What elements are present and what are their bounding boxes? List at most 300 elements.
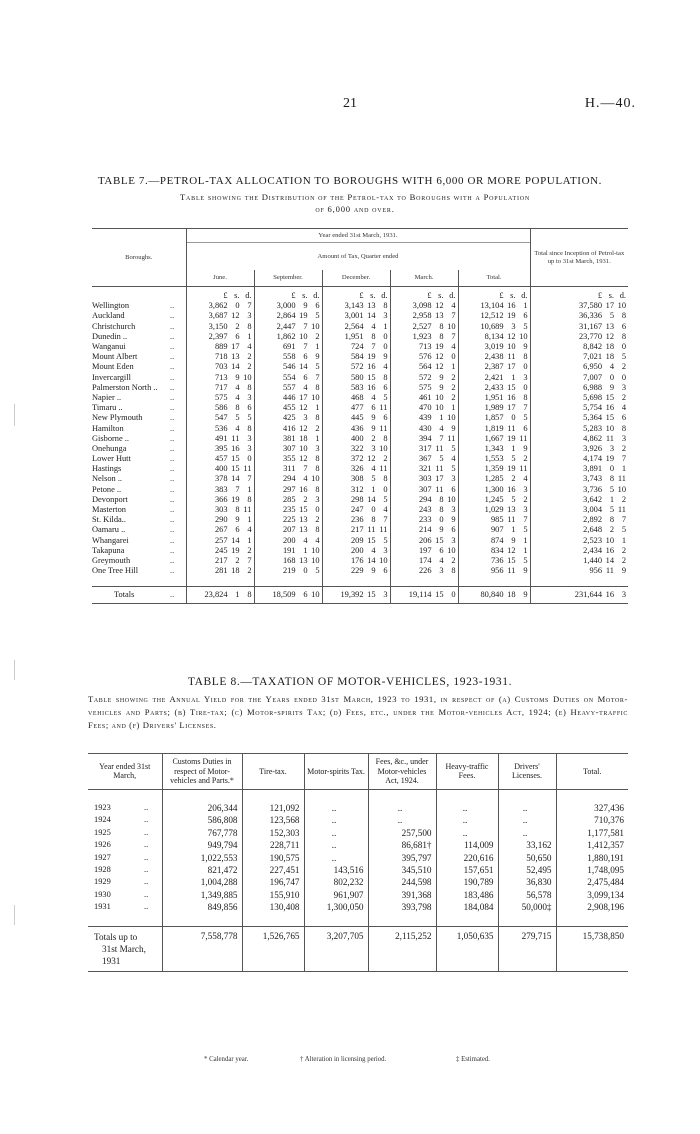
leader-dots: .. bbox=[170, 464, 175, 474]
shillings-value: 14 bbox=[231, 362, 240, 372]
leader-dots: .. bbox=[170, 454, 175, 464]
shillings-value: 10 bbox=[605, 423, 614, 433]
money-cell bbox=[186, 546, 254, 556]
pounds-value: 3,001 bbox=[344, 311, 364, 321]
borough-name: Onehunga bbox=[92, 443, 127, 453]
shillings-value: 7 bbox=[371, 342, 376, 352]
shillings-value: 7 bbox=[303, 464, 308, 474]
money-cell bbox=[186, 556, 254, 566]
year-row bbox=[88, 864, 628, 876]
pounds-value: 267 bbox=[214, 525, 228, 535]
pence-value: 1 bbox=[247, 535, 252, 545]
money-cell bbox=[390, 546, 458, 556]
shillings-value: 15 bbox=[367, 372, 376, 382]
pence-value: 8 bbox=[621, 423, 626, 433]
leader-dots: .. bbox=[170, 311, 175, 321]
pence-value: 6 bbox=[621, 413, 626, 423]
pounds-value: 37,580 bbox=[578, 301, 602, 311]
shillings-value: 0 bbox=[439, 515, 444, 525]
leader-dots: .. bbox=[170, 331, 175, 341]
pence-value: 2 bbox=[621, 443, 626, 453]
borough-row bbox=[92, 505, 628, 515]
amount-cell: .. bbox=[498, 802, 556, 814]
borough-row bbox=[92, 403, 628, 413]
total-amount-cell: 1,526,765 bbox=[242, 926, 304, 971]
shillings-value: 2 bbox=[511, 474, 516, 484]
pounds-value: 425 bbox=[282, 413, 296, 423]
shillings-value: 19 bbox=[435, 342, 444, 352]
pounds-value: 233 bbox=[418, 515, 432, 525]
pence-value: 4 bbox=[315, 535, 320, 545]
leader-dots: .. bbox=[170, 413, 175, 423]
pence-value: 2 bbox=[451, 382, 456, 392]
pounds-value: 257 bbox=[214, 535, 228, 545]
shillings-value: 7 bbox=[235, 484, 240, 494]
money-cell bbox=[322, 393, 390, 403]
pounds-value: 461 bbox=[418, 392, 432, 402]
pounds-value: 703 bbox=[214, 362, 228, 372]
pence-value: 10 bbox=[617, 301, 626, 311]
money-cell bbox=[530, 311, 628, 321]
boroughs-header: Boroughs. bbox=[92, 229, 186, 287]
money-cell bbox=[322, 536, 390, 546]
pounds-value: 383 bbox=[214, 484, 228, 494]
shillings-value: 5 bbox=[235, 413, 240, 423]
shillings-value: 4 bbox=[235, 392, 240, 402]
pence-value: 8 bbox=[315, 382, 320, 392]
table8-column-header: Drivers' Licenses. bbox=[498, 754, 556, 790]
totals-label-line: 1931 bbox=[102, 955, 121, 966]
money-cell bbox=[390, 536, 458, 546]
money-cell bbox=[186, 413, 254, 423]
borough-name: Petone .. bbox=[92, 484, 122, 494]
unit-label: d. bbox=[619, 291, 626, 301]
leader-dots: .. bbox=[144, 877, 149, 887]
money-cell bbox=[186, 515, 254, 525]
shillings-value: 16 bbox=[605, 545, 614, 555]
pence-value: 0 bbox=[383, 484, 388, 494]
money-cell bbox=[390, 311, 458, 321]
year-row bbox=[88, 814, 628, 826]
pence-value: 2 bbox=[621, 392, 626, 402]
pounds-value: 8,134 bbox=[484, 331, 504, 341]
pence-value: 3 bbox=[383, 311, 388, 321]
money-cell bbox=[458, 403, 530, 413]
pounds-value: 1,343 bbox=[484, 443, 504, 453]
pounds-value: 1,819 bbox=[484, 423, 504, 433]
money-cell bbox=[390, 383, 458, 393]
pence-value: 5 bbox=[383, 535, 388, 545]
shillings-value: 4 bbox=[371, 464, 376, 474]
pence-value: 0 bbox=[451, 352, 456, 362]
pounds-value: 1,951 bbox=[484, 392, 504, 402]
pence-value: 10 bbox=[311, 555, 320, 565]
pounds-value: 206 bbox=[418, 535, 432, 545]
shillings-value: 2 bbox=[303, 494, 308, 504]
money-cell bbox=[390, 505, 458, 515]
pounds-value: 985 bbox=[490, 515, 504, 525]
shillings-value: 11 bbox=[507, 352, 516, 362]
money-cell bbox=[390, 434, 458, 444]
borough-row bbox=[92, 332, 628, 342]
amount-cell: 949,794 bbox=[162, 839, 242, 851]
pence-value: 0 bbox=[383, 342, 388, 352]
pounds-value: 736 bbox=[490, 555, 504, 565]
money-cell bbox=[322, 515, 390, 525]
money-cell bbox=[186, 495, 254, 505]
money-cell bbox=[530, 536, 628, 546]
money-cell bbox=[458, 536, 530, 546]
amount-cell: 50,000‡ bbox=[498, 901, 556, 913]
pence-value: 10 bbox=[311, 545, 320, 555]
money-cell bbox=[254, 566, 322, 576]
pounds-value: 713 bbox=[418, 342, 432, 352]
money-cell bbox=[186, 373, 254, 383]
money-cell bbox=[254, 587, 322, 604]
spacer-cell bbox=[170, 576, 186, 587]
shillings-value: 11 bbox=[605, 433, 614, 443]
unit-label: £ bbox=[291, 291, 296, 301]
shillings-value: 9 bbox=[609, 382, 614, 392]
pence-value: 8 bbox=[451, 566, 456, 576]
leader-dots: .. bbox=[144, 840, 149, 850]
shillings-value: 12 bbox=[435, 352, 444, 362]
amount-cell: 821,472 bbox=[162, 864, 242, 876]
pounds-value: 200 bbox=[282, 535, 296, 545]
money-cell bbox=[530, 383, 628, 393]
pence-value: 2 bbox=[621, 362, 626, 372]
shillings-value: 10 bbox=[507, 342, 516, 352]
amount-cell: 183,486 bbox=[436, 889, 498, 901]
shillings-value: 9 bbox=[371, 413, 376, 423]
borough-name: Wellington bbox=[92, 301, 130, 311]
pence-value: 9 bbox=[451, 515, 456, 525]
pounds-value: 455 bbox=[282, 403, 296, 413]
money-cell bbox=[458, 352, 530, 362]
money-cell bbox=[322, 525, 390, 535]
money-cell bbox=[530, 393, 628, 403]
pence-value: 2 bbox=[315, 423, 320, 433]
spacer-cell bbox=[368, 913, 436, 926]
amount-cell: 345,510 bbox=[368, 864, 436, 876]
amount-cell: .. bbox=[498, 814, 556, 826]
pounds-value: 307 bbox=[418, 484, 432, 494]
money-cell bbox=[458, 556, 530, 566]
shillings-value: 14 bbox=[299, 362, 308, 372]
year-label: 1926 bbox=[94, 840, 111, 850]
amount-cell: .. bbox=[498, 827, 556, 839]
pounds-value: 1,951 bbox=[344, 331, 364, 341]
money-cell bbox=[390, 485, 458, 495]
shillings-value: 4 bbox=[371, 392, 376, 402]
leader-dots: .. bbox=[144, 803, 149, 813]
pence-value: 0 bbox=[383, 331, 388, 341]
pence-value: 11 bbox=[617, 505, 626, 515]
shillings-value: 6 bbox=[303, 352, 308, 362]
pounds-value: 586 bbox=[214, 403, 228, 413]
pence-value: 7 bbox=[451, 311, 456, 321]
pounds-value: 174 bbox=[418, 555, 432, 565]
money-cell bbox=[390, 454, 458, 464]
money-cell bbox=[254, 505, 322, 515]
borough-row bbox=[92, 342, 628, 352]
money-cell bbox=[530, 352, 628, 362]
pence-value: 11 bbox=[243, 464, 252, 474]
page-number: 21 bbox=[343, 96, 357, 111]
pence-value: 8 bbox=[315, 525, 320, 535]
amount-cell: .. bbox=[304, 827, 368, 839]
pounds-value: 245 bbox=[214, 545, 228, 555]
borough-name: Whangarei bbox=[92, 535, 129, 545]
pence-value: 5 bbox=[383, 494, 388, 504]
shillings-value: 2 bbox=[609, 525, 614, 535]
pence-value: 7 bbox=[315, 372, 320, 382]
shillings-value: 6 bbox=[371, 403, 376, 413]
pounds-value: 580 bbox=[350, 372, 364, 382]
leader-dots: .. bbox=[170, 545, 175, 555]
shillings-value: 17 bbox=[231, 342, 240, 352]
shillings-value: 0 bbox=[371, 505, 376, 515]
shillings-value: 10 bbox=[435, 392, 444, 402]
borough-row bbox=[92, 525, 628, 535]
pence-value: 10 bbox=[243, 372, 252, 382]
money-cell bbox=[186, 587, 254, 604]
pence-value: 9 bbox=[451, 423, 456, 433]
shillings-value: 4 bbox=[303, 382, 308, 392]
pence-value: 4 bbox=[247, 525, 252, 535]
pounds-value: 724 bbox=[350, 342, 364, 352]
pence-value: 11 bbox=[519, 464, 528, 474]
amount-cell: 1,880,191 bbox=[556, 851, 628, 863]
amount-cell: 1,177,581 bbox=[556, 827, 628, 839]
pence-value: 3 bbox=[247, 433, 252, 443]
shillings-value: 2 bbox=[371, 433, 376, 443]
pence-value: 2 bbox=[621, 555, 626, 565]
money-cell bbox=[530, 485, 628, 495]
spacer-cell bbox=[144, 913, 162, 926]
pounds-value: 3,642 bbox=[583, 494, 602, 504]
money-cell bbox=[530, 403, 628, 413]
quarter-column-header: December. bbox=[322, 270, 390, 287]
pence-value: 10 bbox=[447, 494, 456, 504]
shillings-value: 18 bbox=[231, 566, 240, 576]
spacer-row bbox=[88, 789, 628, 802]
year-row bbox=[88, 839, 628, 851]
table8-column-headers bbox=[88, 754, 628, 790]
shillings-value: 13 bbox=[299, 515, 308, 525]
pence-value: 1 bbox=[523, 545, 528, 555]
money-cell bbox=[322, 566, 390, 576]
shillings-value: 0 bbox=[303, 566, 308, 576]
shillings-value: 12 bbox=[299, 403, 308, 413]
shillings-value: 9 bbox=[439, 525, 444, 535]
shillings-value: 8 bbox=[609, 474, 614, 484]
shillings-value: 12 bbox=[507, 545, 516, 555]
pence-value: 1 bbox=[247, 331, 252, 341]
pounds-value: 31,167 bbox=[578, 321, 602, 331]
shillings-value: 7 bbox=[439, 433, 444, 443]
pounds-value: 19,392 bbox=[340, 590, 364, 600]
shillings-value: 6 bbox=[235, 331, 240, 341]
pounds-value: 834 bbox=[490, 545, 504, 555]
shillings-value: 19 bbox=[299, 311, 308, 321]
pounds-value: 285 bbox=[282, 494, 296, 504]
amount-cell: 206,344 bbox=[162, 802, 242, 814]
pence-value: 11 bbox=[519, 433, 528, 443]
pence-value: 2 bbox=[523, 454, 528, 464]
pence-value: 9 bbox=[523, 590, 528, 600]
money-cell bbox=[530, 556, 628, 566]
pence-value: 7 bbox=[451, 331, 456, 341]
money-cell bbox=[322, 362, 390, 372]
shillings-value: 4 bbox=[371, 321, 376, 331]
shillings-value: 6 bbox=[303, 372, 308, 382]
leader-dots: .. bbox=[170, 535, 175, 545]
amount-cell: 190,575 bbox=[242, 851, 304, 863]
pence-value: 2 bbox=[315, 515, 320, 525]
borough-row bbox=[92, 373, 628, 383]
pence-value: 5 bbox=[383, 392, 388, 402]
money-cell bbox=[254, 393, 322, 403]
pounds-value: 536 bbox=[214, 423, 228, 433]
shillings-value: 18 bbox=[507, 590, 516, 600]
shillings-value: 15 bbox=[435, 590, 444, 600]
leader-dots: .. bbox=[170, 566, 175, 576]
borough-row bbox=[92, 515, 628, 525]
spacer-cell bbox=[436, 789, 498, 802]
money-cell bbox=[186, 403, 254, 413]
pence-value: 5 bbox=[247, 413, 252, 423]
money-cell bbox=[390, 515, 458, 525]
shillings-value: 0 bbox=[609, 372, 614, 382]
pence-value: 3 bbox=[247, 392, 252, 402]
shillings-value: 8 bbox=[235, 505, 240, 515]
pence-value: 6 bbox=[451, 525, 456, 535]
amount-cell: 227,451 bbox=[242, 864, 304, 876]
amount-cell: 114,009 bbox=[436, 839, 498, 851]
pence-value: 2 bbox=[247, 362, 252, 372]
pence-value: 4 bbox=[383, 362, 388, 372]
table8-column-header: Year ended 31st March, bbox=[88, 754, 162, 790]
shillings-value: 12 bbox=[299, 454, 308, 464]
pounds-value: 2,421 bbox=[484, 372, 504, 382]
pounds-value: 1,667 bbox=[484, 433, 504, 443]
money-cell bbox=[458, 587, 530, 604]
pence-value: 3 bbox=[247, 311, 252, 321]
shillings-value: 3 bbox=[371, 443, 376, 453]
money-cell bbox=[458, 413, 530, 423]
pounds-value: 312 bbox=[350, 484, 364, 494]
pounds-value: 956 bbox=[589, 566, 602, 576]
table7-petrol-tax bbox=[92, 228, 628, 604]
shillings-value: 5 bbox=[609, 311, 614, 321]
unit-label: d. bbox=[313, 291, 320, 301]
totals-label bbox=[88, 926, 162, 971]
amount-cell: 123,568 bbox=[242, 814, 304, 826]
unit-label: d. bbox=[245, 291, 252, 301]
pounds-value: 6,950 bbox=[583, 362, 602, 372]
borough-name: Invercargill bbox=[92, 372, 131, 382]
money-cell bbox=[322, 454, 390, 464]
pounds-value: 3,891 bbox=[583, 464, 602, 474]
money-cell bbox=[186, 485, 254, 495]
pence-value: 9 bbox=[621, 566, 626, 576]
money-cell bbox=[322, 322, 390, 332]
pence-value: 1 bbox=[451, 403, 456, 413]
shillings-value: 2 bbox=[235, 555, 240, 565]
shillings-value: 18 bbox=[299, 433, 308, 443]
amount-cell: .. bbox=[368, 814, 436, 826]
money-cell bbox=[254, 403, 322, 413]
money-cell bbox=[322, 474, 390, 484]
unit-label: s. bbox=[370, 291, 376, 301]
footnote-licensing-period: † Alteration in licensing period. bbox=[300, 1056, 387, 1063]
pounds-value: 395 bbox=[214, 443, 228, 453]
borough-name: One Tree Hill bbox=[92, 566, 139, 576]
leader-dots: .. bbox=[144, 889, 149, 899]
pence-value: 1 bbox=[451, 362, 456, 372]
amount-cell: 244,598 bbox=[368, 876, 436, 888]
borough-row bbox=[92, 566, 628, 576]
money-cell bbox=[254, 525, 322, 535]
money-cell bbox=[458, 444, 530, 454]
shillings-value: 6 bbox=[439, 545, 444, 555]
borough-name: Hamilton bbox=[92, 423, 124, 433]
spacer-row bbox=[88, 913, 628, 926]
units-cell bbox=[254, 287, 322, 302]
year-row bbox=[88, 901, 628, 913]
pounds-value: 2,527 bbox=[412, 321, 432, 331]
money-cell bbox=[530, 464, 628, 474]
money-cell bbox=[254, 413, 322, 423]
pence-value: 0 bbox=[451, 590, 456, 600]
shillings-value: 11 bbox=[507, 566, 516, 576]
money-cell bbox=[254, 362, 322, 372]
pence-value: 6 bbox=[315, 301, 320, 311]
money-cell bbox=[458, 434, 530, 444]
shillings-value: 9 bbox=[303, 301, 308, 311]
pounds-value: 281 bbox=[214, 566, 228, 576]
pence-value: 9 bbox=[523, 566, 528, 576]
amount-cell: 1,748,095 bbox=[556, 864, 628, 876]
shillings-value: 12 bbox=[299, 423, 308, 433]
shillings-value: 13 bbox=[231, 352, 240, 362]
money-cell bbox=[390, 352, 458, 362]
amount-cell: 36,830 bbox=[498, 876, 556, 888]
pounds-value: 214 bbox=[418, 525, 432, 535]
shillings-value: 4 bbox=[439, 555, 444, 565]
money-cell bbox=[390, 587, 458, 604]
leader-dots: .. bbox=[170, 362, 175, 372]
pounds-value: 416 bbox=[282, 423, 296, 433]
pence-value: 10 bbox=[311, 392, 320, 402]
borough-name: Wanganui bbox=[92, 342, 126, 352]
pence-value: 3 bbox=[621, 382, 626, 392]
shillings-value: 14 bbox=[231, 535, 240, 545]
money-cell bbox=[530, 546, 628, 556]
shillings-value: 3 bbox=[303, 413, 308, 423]
money-cell bbox=[254, 546, 322, 556]
money-cell bbox=[458, 474, 530, 484]
pounds-value: 207 bbox=[282, 525, 296, 535]
money-cell bbox=[322, 444, 390, 454]
shillings-value: 4 bbox=[235, 423, 240, 433]
pence-value: 6 bbox=[383, 382, 388, 392]
pence-value: 7 bbox=[621, 515, 626, 525]
table8-title: TABLE 8.—TAXATION OF MOTOR-VEHICLES, 1923-1931. bbox=[187, 676, 513, 688]
pounds-value: 718 bbox=[214, 352, 228, 362]
money-cell bbox=[186, 525, 254, 535]
